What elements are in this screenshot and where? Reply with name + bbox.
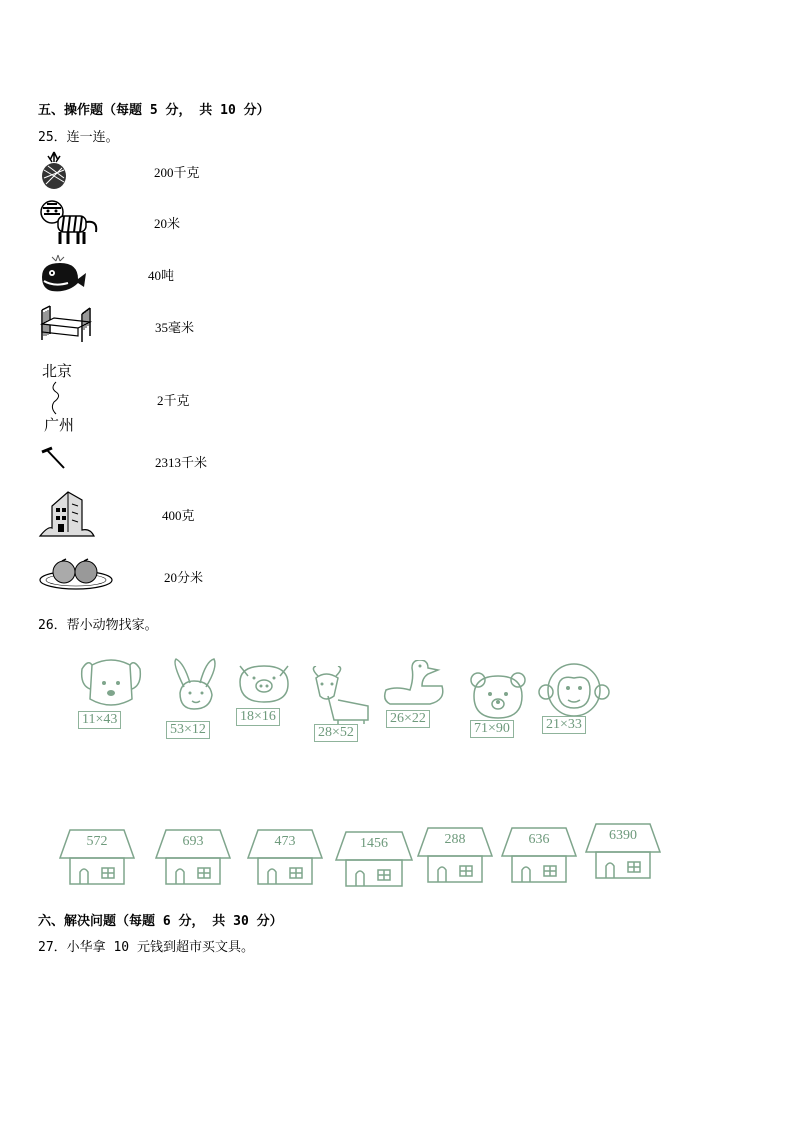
animal-expression: 18×16: [236, 708, 280, 726]
house-number: 693: [182, 834, 204, 849]
rabbit-icon: [162, 657, 232, 747]
house-number: 288: [444, 832, 466, 847]
map-city-top: 北京: [42, 362, 73, 380]
oranges-plate-icon: [38, 556, 114, 592]
house-icon: [246, 826, 324, 886]
house-number: 473: [274, 834, 296, 849]
house-icon: [334, 828, 414, 888]
animal-expression: 28×52: [314, 724, 358, 742]
house-number: 6390: [609, 828, 637, 843]
animal-expression: 26×22: [386, 710, 430, 728]
bed-icon: [38, 300, 94, 346]
unit-label: 20分米: [164, 570, 204, 585]
unit-label: 20米: [154, 216, 181, 231]
goat-icon: [308, 666, 380, 756]
unit-label: 400克: [162, 508, 195, 523]
section-6-title: 六、解决问题（每题 6 分， 共 30 分）: [38, 914, 283, 929]
house-icon: [58, 826, 136, 886]
pig-icon: [232, 658, 302, 733]
whale-icon: [38, 253, 88, 293]
building-icon: [38, 486, 96, 540]
house-number: 1456: [360, 836, 388, 851]
house-number: 636: [528, 832, 550, 847]
pineapple-icon: [38, 150, 70, 190]
map-city-bottom: 广州: [44, 416, 75, 434]
tiger-icon: [38, 198, 100, 248]
section-5-title: 五、操作题（每题 5 分， 共 10 分）: [38, 103, 270, 118]
house-icon: [500, 824, 578, 884]
unit-label: 35毫米: [155, 320, 195, 335]
house-icon: [154, 826, 232, 886]
animal-expression: 21×33: [542, 716, 586, 734]
question-25-label: 25．连一连。: [38, 130, 119, 145]
bear-icon: [468, 670, 530, 750]
unit-label: 2313千米: [155, 455, 208, 470]
house-number: 572: [86, 834, 108, 849]
animal-expression: 11×43: [78, 711, 121, 729]
animal-expression: 71×90: [470, 720, 514, 738]
unit-label: 2千克: [157, 393, 190, 408]
beijing-guangzhou-map-icon: [42, 360, 82, 436]
dog-icon: [76, 655, 146, 740]
question-27-label: 27．小华拿 10 元钱到超市买文具。: [38, 940, 254, 955]
question-26-label: 26．帮小动物找家。: [38, 618, 158, 633]
house-icon: [416, 824, 494, 884]
nail-icon: [40, 446, 70, 472]
house-icon: [584, 820, 662, 880]
duck-icon: [382, 660, 452, 735]
unit-label: 40吨: [148, 268, 175, 283]
monkey-icon: [538, 662, 610, 744]
animal-expression: 53×12: [166, 721, 210, 739]
unit-label: 200千克: [154, 165, 200, 180]
